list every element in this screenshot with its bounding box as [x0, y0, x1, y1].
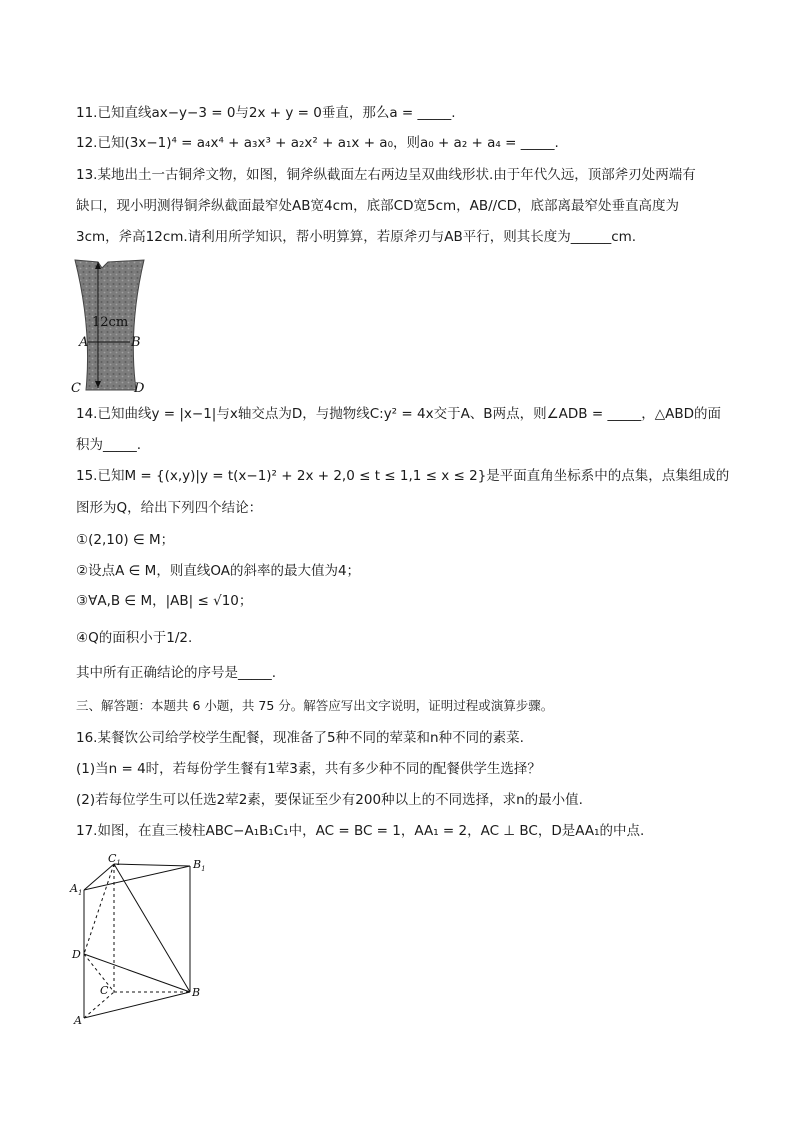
axe-height-label: 12cm	[92, 315, 129, 330]
prism-label-b: B	[192, 986, 201, 999]
prism-label-b1: $B_1$	[193, 858, 206, 873]
axe-figure	[70, 258, 152, 394]
q15-conclusion-2: ②设点A ∈ M，则直线OA的斜率的最大值为4；	[76, 563, 361, 579]
axe-label-c: C	[71, 381, 81, 394]
axe-label-d: D	[134, 381, 145, 394]
prism-label-c: C	[100, 984, 109, 997]
axe-label-b: B	[131, 335, 141, 350]
section-3-heading: 三、解答题：本题共 6 小题，共 75 分。解答应写出文字说明，证明过程或演算步骤。	[76, 698, 554, 713]
prism-label-a1: $A_1$	[70, 882, 83, 897]
q16-line: 16.某餐饮公司给学校学生配餐，现准备了5种不同的荤菜和n种不同的素菜.	[76, 730, 524, 746]
q15-line-1: 15.已知M = {(x,y)|y = t(x−1)² + 2x + 2,0 ≤ t ≤ 1,1 ≤ x ≤ 2}是平面直角坐标系中的点集，点集组成的	[76, 468, 730, 484]
q16-part-2: (2)若每位学生可以任选2荤2素，要保证至少有200种以上的不同选择，求n的最小值.	[76, 792, 583, 808]
q15-question-end: 其中所有正确结论的序号是_____.	[76, 665, 277, 681]
prism-figure	[66, 852, 216, 1028]
q12-line: 12.已知(3x−1)⁴ = a₄x⁴ + a₃x³ + a₂x² + a₁x + a₀，则a₀ + a₂ + a₄ = _____.	[76, 135, 559, 151]
q15-conclusion-1: ①(2,10) ∈ M；	[76, 532, 175, 548]
q15-line-2: 图形为Q，给出下列四个结论：	[76, 500, 263, 516]
q14-line-2: 积为_____.	[76, 437, 142, 453]
q15-conclusion-4: ④Q的面积小于1/2.	[76, 630, 193, 646]
q13-line-1: 13.某地出土一古铜斧文物，如图，铜斧纵截面左右两边呈双曲线形状.由于年代久远，顶部斧刃处两端有	[76, 167, 696, 183]
q17-line: 17.如图，在直三棱柱ABC−A₁B₁C₁中，AC = BC = 1，AA₁ = 2，AC ⊥ BC，D是AA₁的中点.	[76, 823, 645, 839]
q13-line-3: 3cm，斧高12cm.请利用所学知识，帮小明算算，若原斧刃与AB平行，则其长度为______cm.	[76, 229, 637, 245]
q14-line-1: 14.已知曲线y = |x−1|与x轴交点为D，与抛物线C:y² = 4x交于A、B两点，则∠ADB = _____，△ABD的面	[76, 406, 721, 422]
q11-line: 11.已知直线ax−y−3 = 0与2x + y = 0垂直，那么a = _____.	[76, 105, 456, 121]
q13-line-2: 缺口，现小明测得铜斧纵截面最窄处AB宽4cm，底部CD宽5cm，AB//CD，底部离最窄处垂直高度为	[76, 198, 680, 214]
q16-part-1: (1)当n = 4时，若每份学生餐有1荤3素，共有多少种不同的配餐供学生选择？	[76, 761, 541, 777]
q15-conclusion-3: ③∀A,B ∈ M，|AB| ≤ √10；	[76, 593, 253, 609]
prism-label-a: A	[74, 1014, 82, 1027]
prism-label-c1: $C_1$	[108, 852, 121, 867]
prism-label-d: D	[72, 948, 81, 961]
axe-label-a: A	[79, 335, 89, 350]
